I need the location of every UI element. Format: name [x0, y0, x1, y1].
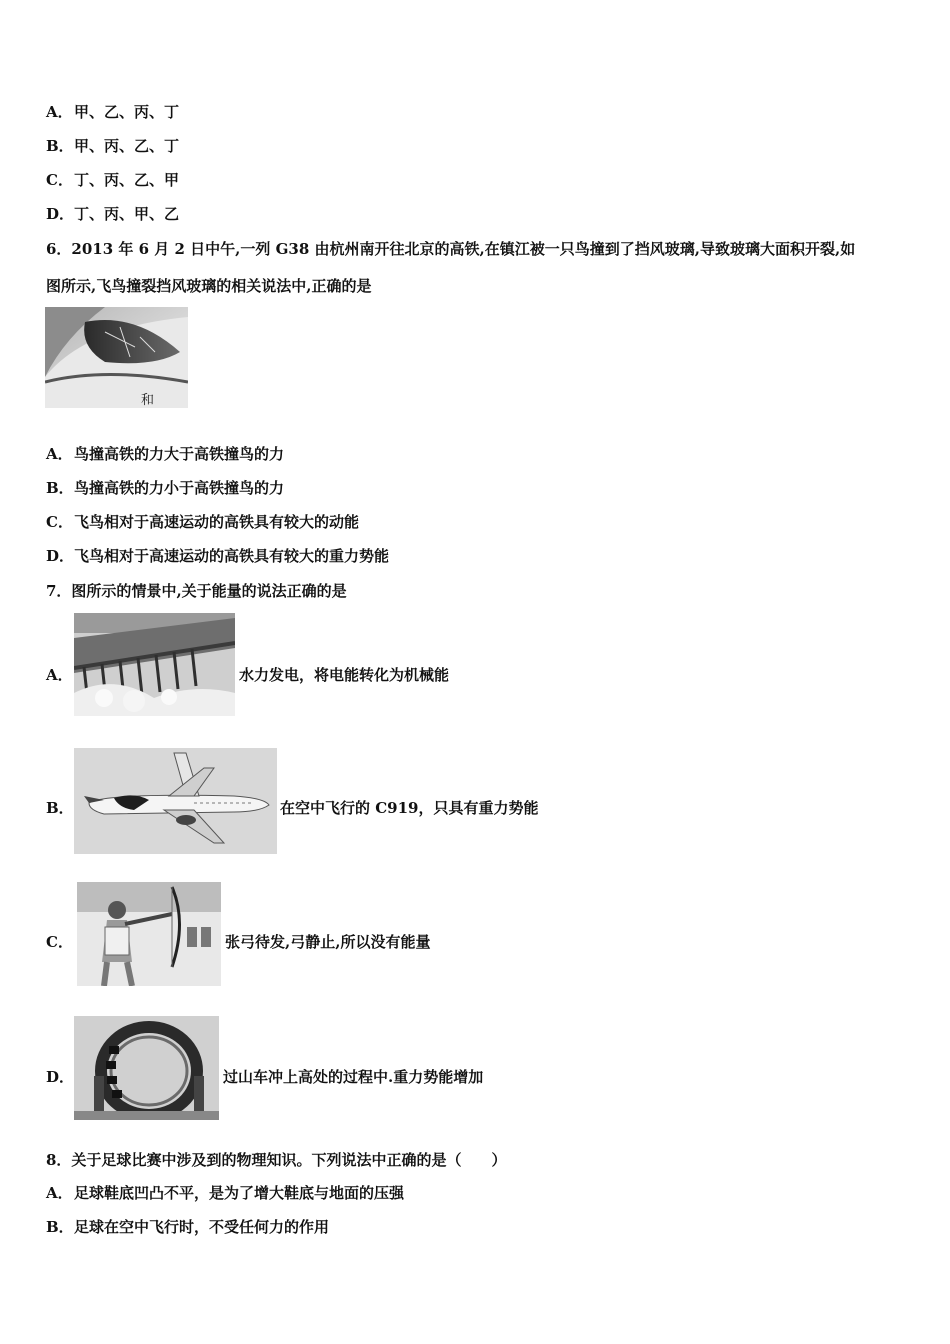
option-letter: B．	[46, 137, 74, 155]
option-letter: A．	[46, 103, 73, 121]
option-letter: D．	[46, 547, 75, 565]
q6-option-d	[46, 546, 389, 566]
q7-option-d-letter: D．	[46, 1068, 75, 1086]
option-text: 鸟撞高铁的力小于高铁撞鸟的力	[74, 479, 285, 497]
option-letter: A．	[46, 1184, 73, 1202]
option-text: 足球鞋底凹凸不平，是为了增大鞋底与地面的压强	[74, 1184, 405, 1202]
q7-option-b-text: 在空中飞行的 C919，只具有重力势能	[280, 799, 539, 817]
q8-option-a	[46, 1183, 404, 1203]
option-text: 甲、丙、乙、丁	[74, 137, 180, 155]
train-windshield-image	[45, 307, 188, 408]
option-text: 足球在空中飞行时，不受任何力的作用	[74, 1218, 330, 1236]
option-letter: A．	[46, 445, 73, 463]
q7-option-c-letter: C．	[46, 933, 73, 951]
q5-option-b	[46, 136, 179, 156]
option-letter: C．	[46, 513, 73, 531]
q6-option-b	[46, 478, 284, 498]
roller-coaster-image	[74, 1016, 219, 1120]
q5-option-d	[46, 204, 179, 224]
option-letter: D．	[46, 205, 75, 223]
q6-option-a	[46, 444, 284, 464]
option-text: 鸟撞高铁的力大于高铁撞鸟的力	[74, 445, 285, 463]
q7-stem: 7．图所示的情景中,关于能量的说法正确的是	[46, 582, 347, 600]
q7-option-a-letter: A．	[46, 666, 73, 684]
option-text: 甲、乙、丙、丁	[74, 103, 180, 121]
q5-option-c	[46, 170, 179, 190]
option-text: 丁、丙、甲、乙	[74, 205, 180, 223]
option-text: 飞鸟相对于高速运动的高铁具有较大的动能	[74, 513, 360, 531]
train-image-text: 和	[141, 393, 155, 408]
option-letter: B．	[46, 479, 74, 497]
archer-image	[77, 882, 221, 986]
q7-option-c-text: 张弓待发,弓静止,所以没有能量	[225, 933, 431, 951]
option-text: 丁、丙、乙、甲	[74, 171, 180, 189]
c919-airplane-image	[74, 748, 277, 854]
option-text: 飞鸟相对于高速运动的高铁具有较大的重力势能	[74, 547, 390, 565]
hydropower-dam-image	[74, 613, 235, 716]
q6-stem-line1: 6．2013 年 6 月 2 日中午,一列 G38 由杭州南开往北京的高铁,在镇江被一只鸟撞到了挡风玻璃,导致玻璃大面积开裂,如	[46, 240, 856, 258]
option-letter: C．	[46, 171, 73, 189]
q8-stem: 8．关于足球比赛中涉及到的物理知识。下列说法中正确的是（ ）	[46, 1151, 507, 1169]
q7-option-a-text: 水力发电，将电能转化为机械能	[239, 666, 450, 684]
q7-option-b-letter: B．	[46, 799, 74, 817]
q7-option-d-text: 过山车冲上高处的过程中.重力势能增加	[223, 1068, 484, 1086]
q5-option-a	[46, 102, 179, 122]
q8-option-b	[46, 1217, 329, 1237]
q6-option-c	[46, 512, 359, 532]
q6-stem-line2: 图所示,飞鸟撞裂挡风玻璃的相关说法中,正确的是	[46, 277, 372, 295]
option-letter: B．	[46, 1218, 74, 1236]
